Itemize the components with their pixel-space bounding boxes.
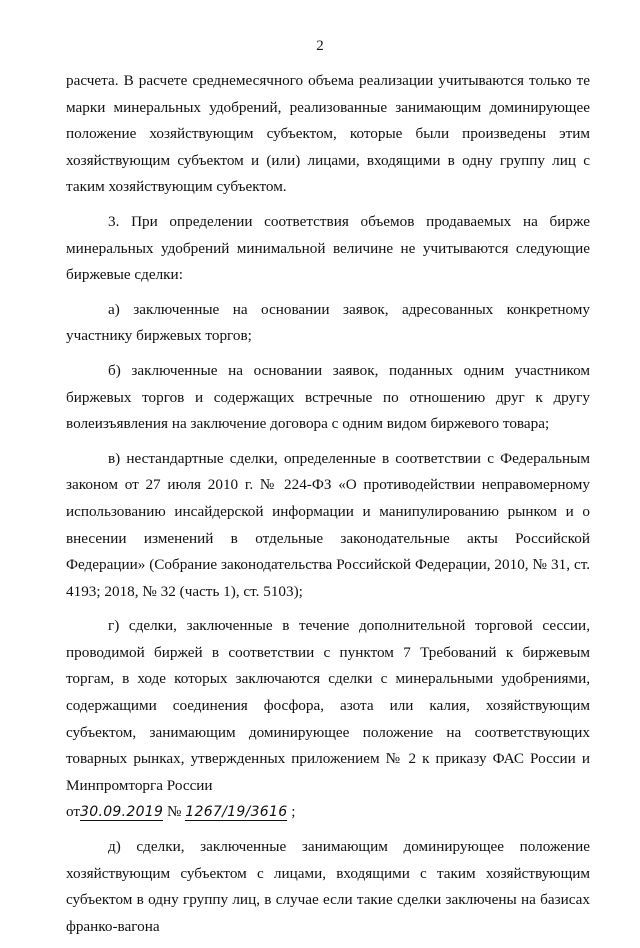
order-number-handwritten: 1267/19/3616: [185, 804, 288, 821]
page-number: 2: [316, 38, 324, 54]
order-number-prefix: №: [167, 803, 182, 821]
paragraph-item-g: г) сделки, заключенные в течение дополнительной торговой сессии, проводимой биржей в соответствии с пунктом 7 Требований к биржевым торгам, в ходе которых заключаются сделки с минеральными удобрениями, содержащими соединения фосфора, азота или калия, хозяйствующим субъектом, занимающим доминирующее положение на соответствующих товарных рынках, утвержденных приложением № 2 к приказу ФАС России и Минпромторга России: [66, 617, 590, 794]
document-body: [66, 68, 590, 948]
paragraph-item-a: а) заключенные на основании заявок, адресованных конкретному участнику биржевых торгов;: [66, 300, 590, 345]
paragraph-1: расчета. В расчете среднемесячного объема реализации учитываются только те марки минеральных удобрений, реализованные занимающим доминирующее положение хозяйствующим субъектом, которые были произведены этим хозяйствующим субъектом и (или) лицами, входящими в одну группу лиц с таким хозяйствующим субъектом.: [66, 72, 590, 196]
paragraph-item-v: в) нестандартные сделки, определенные в соответствии с Федеральным законом от 27 июля 2010 г. № 224-ФЗ «О противодействии неправомерному использованию инсайдерской информации и манипулированию рынком и о внесении изменений в отдельные законодательные акты Российской Федерации» (Собрание законодательства Российской Федерации, 2010, № 31, ст. 4193; 2018, № 32 (часть 1), ст. 5103);: [66, 449, 590, 600]
paragraph-item-b: б) заключенные на основании заявок, поданных одним участником биржевых торгов и содержащих встречные по отношению друг к другу волеизъявления на заключение договора с одним видом биржевого товара;: [66, 361, 590, 433]
paragraph-item-d: д) сделки, заключенные занимающим доминирующее положение хозяйствующим субъектом с лицами, входящими с таким хозяйствующим субъектом в одну группу лиц, в случае если такие сделки заключены на базисах франко-вагона: [66, 838, 590, 935]
paragraph-clause-3: 3. При определении соответствия объемов продаваемых на бирже минеральных удобрений минимальной величине не учитываются следующие биржевые сделки:: [66, 212, 590, 284]
order-reference-line: [66, 799, 590, 826]
order-suffix: ;: [291, 803, 296, 821]
order-prefix: от: [66, 803, 81, 821]
order-date-handwritten: 30.09.2019: [80, 804, 164, 821]
